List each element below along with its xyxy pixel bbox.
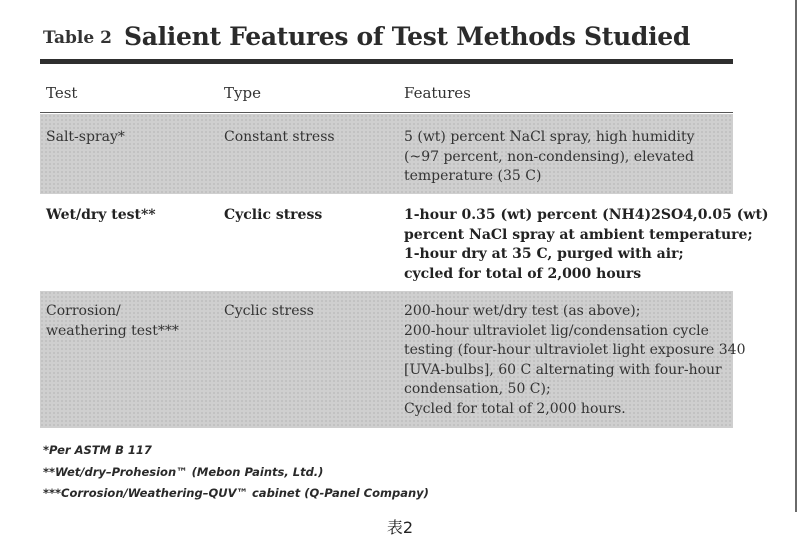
figure-caption: 表2 [386,518,414,537]
row3-features [404,302,746,419]
header-rule [40,112,733,113]
table-title-text: Salient Features of Test Methods Studied [123,22,691,51]
page-edge-line [795,0,797,512]
row1-type: Constant stress [224,129,335,145]
feature-line: 200-hour wet/dry test (as above); [404,303,641,319]
feature-line: [UVA-bulbs], 60 C alternating with four-hour [404,361,722,378]
row1-test: Salt-spray* [46,129,125,145]
feature-line: condensation, 50 C); [404,381,551,397]
feature-line: temperature (35 C) [404,168,542,184]
title-rule [40,59,733,64]
footnote: ***Corrosion/Weathering–QUV™ cabinet (Q-Panel Company) [43,486,429,500]
test-line: weathering test*** [46,322,179,339]
test-line: Corrosion/ [46,303,121,319]
row2-features [404,206,769,284]
feature-line: 200-hour ultraviolet lig/condensation cycle [404,322,709,339]
header-type: Type [224,84,261,102]
feature-line: 1-hour 0.35 (wt) percent (NH4)2SO4,0.05 (wt) [404,207,769,223]
table-title [43,22,743,54]
row2-type: Cyclic stress [224,207,323,223]
header-features: Features [404,84,471,102]
footnotes [43,440,429,505]
footnote: **Wet/dry–Prohesion™ (Mebon Paints, Ltd.) [43,464,324,479]
feature-line: (~97 percent, non-condensing), elevated [404,148,694,165]
row1-features [404,128,695,187]
row2-test: Wet/dry test** [46,207,156,223]
feature-line: 1-hour dry at 35 C, purged with air; [404,246,684,262]
feature-line: testing (four-hour ultraviolet light exposure 340 [404,342,746,358]
feature-line: cycled for total of 2,000 hours [404,265,642,282]
row3-test [46,302,179,341]
row3-type: Cyclic stress [224,303,314,319]
header-test: Test [46,84,78,102]
table-number: Table 2 [43,28,112,48]
feature-line: percent NaCl spray at ambient temperature; [404,226,753,243]
footnote: *Per ASTM B 117 [43,443,152,457]
feature-line: 5 (wt) percent NaCl spray, high humidity [404,129,695,145]
feature-line: Cycled for total of 2,000 hours. [404,400,626,417]
